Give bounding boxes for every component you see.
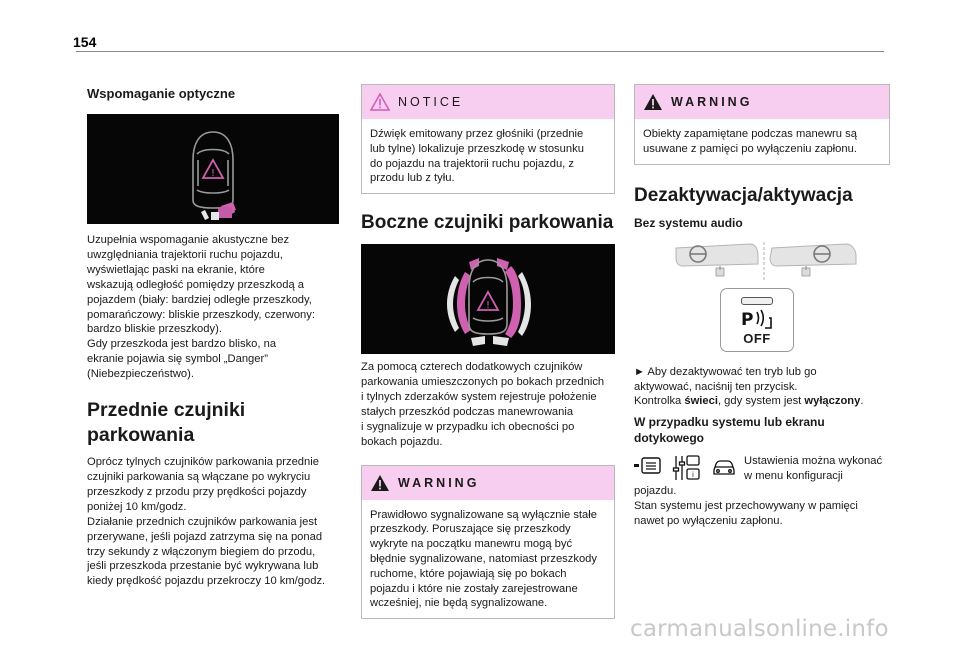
deactivation-title: Dezaktywacja/aktywacja	[634, 184, 853, 206]
off-label: OFF	[743, 330, 771, 346]
visual-aid-illustration	[87, 114, 339, 224]
warning-box-middle	[361, 465, 615, 620]
indicator-text-middle: , gdy system jest	[717, 395, 805, 408]
warning-label-right: WARNING	[671, 95, 753, 109]
notice-header	[362, 85, 614, 119]
watermark: carmanualsonline.info	[630, 616, 889, 642]
header-rule	[76, 51, 884, 52]
side-sensors-description: Za pomocą czterech dodatkowych czujników parkowania umieszczonych po bokach przednich i tylnych zderzaków system rejestruje położenie stałych przeszkód podczas manewrowania i sygnalizuje w przypadku ich obecności po bokach pojazdu.	[361, 361, 605, 448]
no-audio-subtitle: Bez systemu audio	[634, 215, 743, 230]
front-sensors-description: Oprócz tylnych czujników parkowania przednie czujniki parkowania są włączane po wykryciu przeszkody z przodu przy prędkości pojazdy poniżej 10 km/godz. Działanie przednich czujników parkowania jest przerywane, jeśli pojazd zatrzyma się na ponad trzy sekundy z włączonym biegiem do przodu, jeśli przeszkoda przestanie być wykrywana lub kiedy prędkość pojazdu przekroczy 10 km/godz.	[87, 456, 326, 588]
dashboard-illustration	[672, 240, 862, 282]
settings-row	[634, 454, 890, 484]
visual-aid-title: Wspomaganie optyczne	[87, 86, 236, 101]
indicator-text-on: świeci	[684, 395, 718, 408]
column-middle	[361, 82, 615, 619]
notice-box	[361, 84, 615, 194]
warning-label-middle: WARNING	[398, 475, 480, 490]
warning-body-middle	[362, 500, 614, 619]
side-sensors-illustration	[361, 244, 615, 354]
warning-body-right	[635, 119, 889, 164]
svg-text:!: !	[485, 300, 491, 312]
park-sensor-icon	[741, 308, 775, 330]
front-sensors-title-line1: Przednie czujniki	[87, 399, 246, 422]
warning-text-middle: Prawidłowo sygnalizowane są wyłącznie stałe przeszkody. Poruszające się przeszkody wykryte na początku manewru mogą być błędnie sygnalizowane, natomiast przeszkody ruchome, które pojawiają się po bokach pojazdu i które nie zostały zarejestrowane wcześniej, nie będą sygnalizowane.	[370, 508, 597, 610]
warning-box-right	[634, 84, 890, 165]
indicator-text-prefix: Kontrolka	[634, 395, 685, 408]
warning-header-right	[635, 85, 889, 119]
rear-sensor-car-icon	[87, 114, 339, 224]
front-sensors-title-line2: parkowania	[87, 424, 195, 447]
indicator-status-text	[634, 394, 890, 409]
bullet-arrow-icon: ►	[634, 365, 645, 378]
car-icon	[712, 459, 736, 477]
svg-text:!: !	[210, 168, 216, 179]
visual-aid-description: Uzupełnia wspomaganie akustyczne bez uwzględniania trajektorii ruchu pojazdu, wyświetlając paski na ekranie, które wskazują odległość pomiędzy przeszkodą a pojazdem (biały: bardziej odległe przeszkody, pomarańczowy: bliskie przeszkody, czerwony: bardzo bliskie przeszkody). Gdy przeszkoda jest bardzo blisko, na ekranie pojawia się symbol „Danger” (Niebezpieczeństwo).	[87, 234, 315, 381]
svg-text:i: i	[692, 471, 694, 480]
warning-header-middle	[362, 466, 614, 500]
park-assist-off-button[interactable]	[720, 288, 794, 352]
deactivation-instruction-text: Aby dezaktywować ten tryb lub go aktywować, naciśnij ten przycisk.	[634, 365, 817, 393]
indicator-text-off: wyłączony	[804, 395, 861, 408]
notice-text: Dźwięk emitowany przez głośniki (przednie lub tylne) lokalizuje przeszkodę w stosunku do pojazdu na trajektorii ruchu pojazdu, z przodu lub z tyłu.	[370, 128, 584, 185]
touchscreen-subtitle: W przypadku systemu lub ekranu dotykowego	[634, 415, 825, 445]
column-right	[634, 82, 890, 529]
dashboard-location-icon	[672, 240, 862, 282]
page-number: 154	[73, 34, 97, 50]
deactivation-instruction	[634, 365, 890, 395]
column-left	[87, 82, 339, 589]
side-sensors-title: Boczne czujniki parkowania	[361, 212, 614, 234]
notice-label: NOTICE	[398, 95, 464, 109]
vehicle-settings-icon	[672, 454, 702, 482]
notice-triangle-icon	[370, 93, 390, 111]
indicator-text-end: .	[860, 395, 864, 408]
warning-triangle-icon	[643, 93, 663, 111]
side-sensor-car-icon	[361, 244, 615, 354]
warning-text-right: Obiekty zapamiętane podczas manewru są usuwane z pamięci po wyłączeniu zapłonu.	[643, 128, 857, 155]
settings-text-rest: pojazdu. Stan systemu jest przechowywany w pamięci nawet po wyłączeniu zapłonu.	[634, 485, 858, 528]
settings-text-inline: Ustawienia można wykonać w menu konfiguracji	[744, 455, 883, 483]
warning-triangle-icon	[370, 474, 390, 492]
svg-text:P: P	[741, 309, 754, 330]
touchscreen-menu-icon	[634, 456, 662, 478]
indicator-lamp	[741, 297, 773, 305]
notice-body	[362, 119, 614, 193]
